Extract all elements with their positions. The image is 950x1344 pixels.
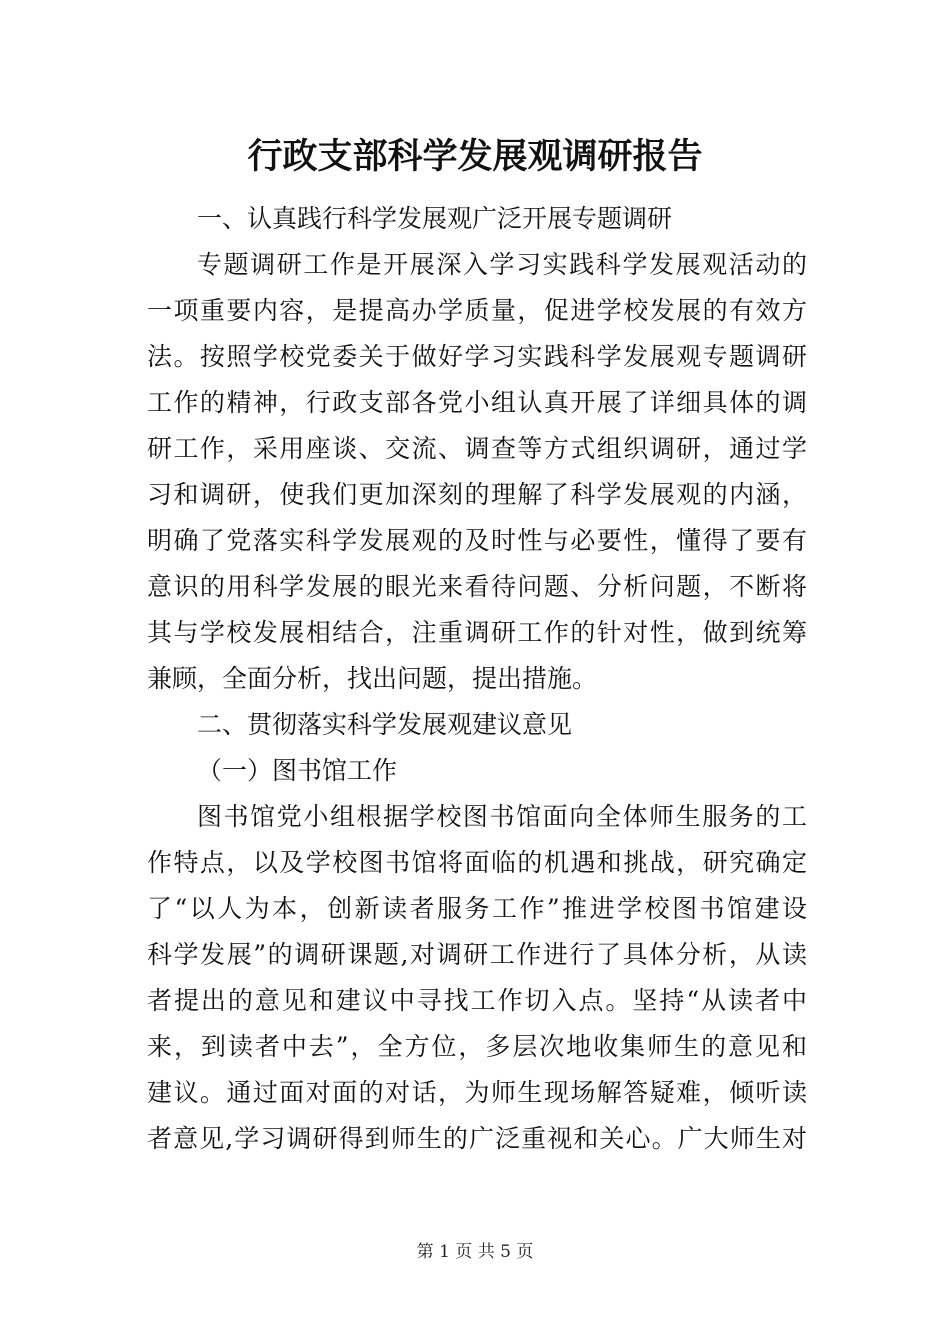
paragraph-line: 习和调研，使我们更加深刻的理解了科学发展观的内涵， [147,480,807,509]
paragraph-line: 兼顾，全面分析，找出问题，提出措施。 [147,664,598,693]
paragraph-line: 作特点，以及学校图书馆将面临的机遇和挑战，研究确定 [147,848,807,877]
section-2-subheading: （一）图书馆工作 [197,756,398,785]
section-2-heading: 二、贯彻落实科学发展观建议意见 [197,710,573,739]
paragraph-line: 图书馆党小组根据学校图书馆面向全体师生服务的工 [197,802,807,831]
paragraph-line: 者提出的意见和建议中寻找工作切入点。坚持“从读者中 [147,986,807,1015]
document-title: 行政支部科学发展观调研报告 [247,136,703,177]
section-1-paragraph [147,242,807,702]
section-1-heading: 一、认真践行科学发展观广泛开展专题调研 [197,204,673,233]
document-body [147,196,807,1162]
paragraph-line: 法。按照学校党委关于做好学习实践科学发展观专题调研 [147,342,807,371]
paragraph-line: 研工作，采用座谈、交流、调查等方式组织调研，通过学 [147,434,807,463]
paragraph-line: 意识的用科学发展的眼光来看待问题、分析问题，不断将 [147,572,807,601]
paragraph-line: 其与学校发展相结合，注重调研工作的针对性，做到统筹 [147,618,807,647]
page-number: 第 1 页 共 5 页 [416,1242,534,1262]
paragraph-line: 科学发展”的调研课题,对调研工作进行了具体分析，从读 [147,940,807,969]
paragraph-line: 了“以人为本，创新读者服务工作”推进学校图书馆建设 [147,894,807,923]
paragraph-line: 者意见,学习调研得到师生的广泛重视和关心。广大师生对 [147,1124,807,1153]
paragraph-line: 明确了党落实科学发展观的及时性与必要性，懂得了要有 [147,526,807,555]
section-2-paragraph [147,794,807,1162]
paragraph-line: 工作的精神，行政支部各党小组认真开展了详细具体的调 [147,388,807,417]
paragraph-line: 建议。通过面对面的对话，为师生现场解答疑难，倾听读 [147,1078,807,1107]
paragraph-line: 专题调研工作是开展深入学习实践科学发展观活动的 [197,250,807,279]
paragraph-line: 一项重要内容，是提高办学质量，促进学校发展的有效方 [147,296,807,325]
paragraph-line: 来，到读者中去”，全方位，多层次地收集师生的意见和 [147,1032,807,1061]
